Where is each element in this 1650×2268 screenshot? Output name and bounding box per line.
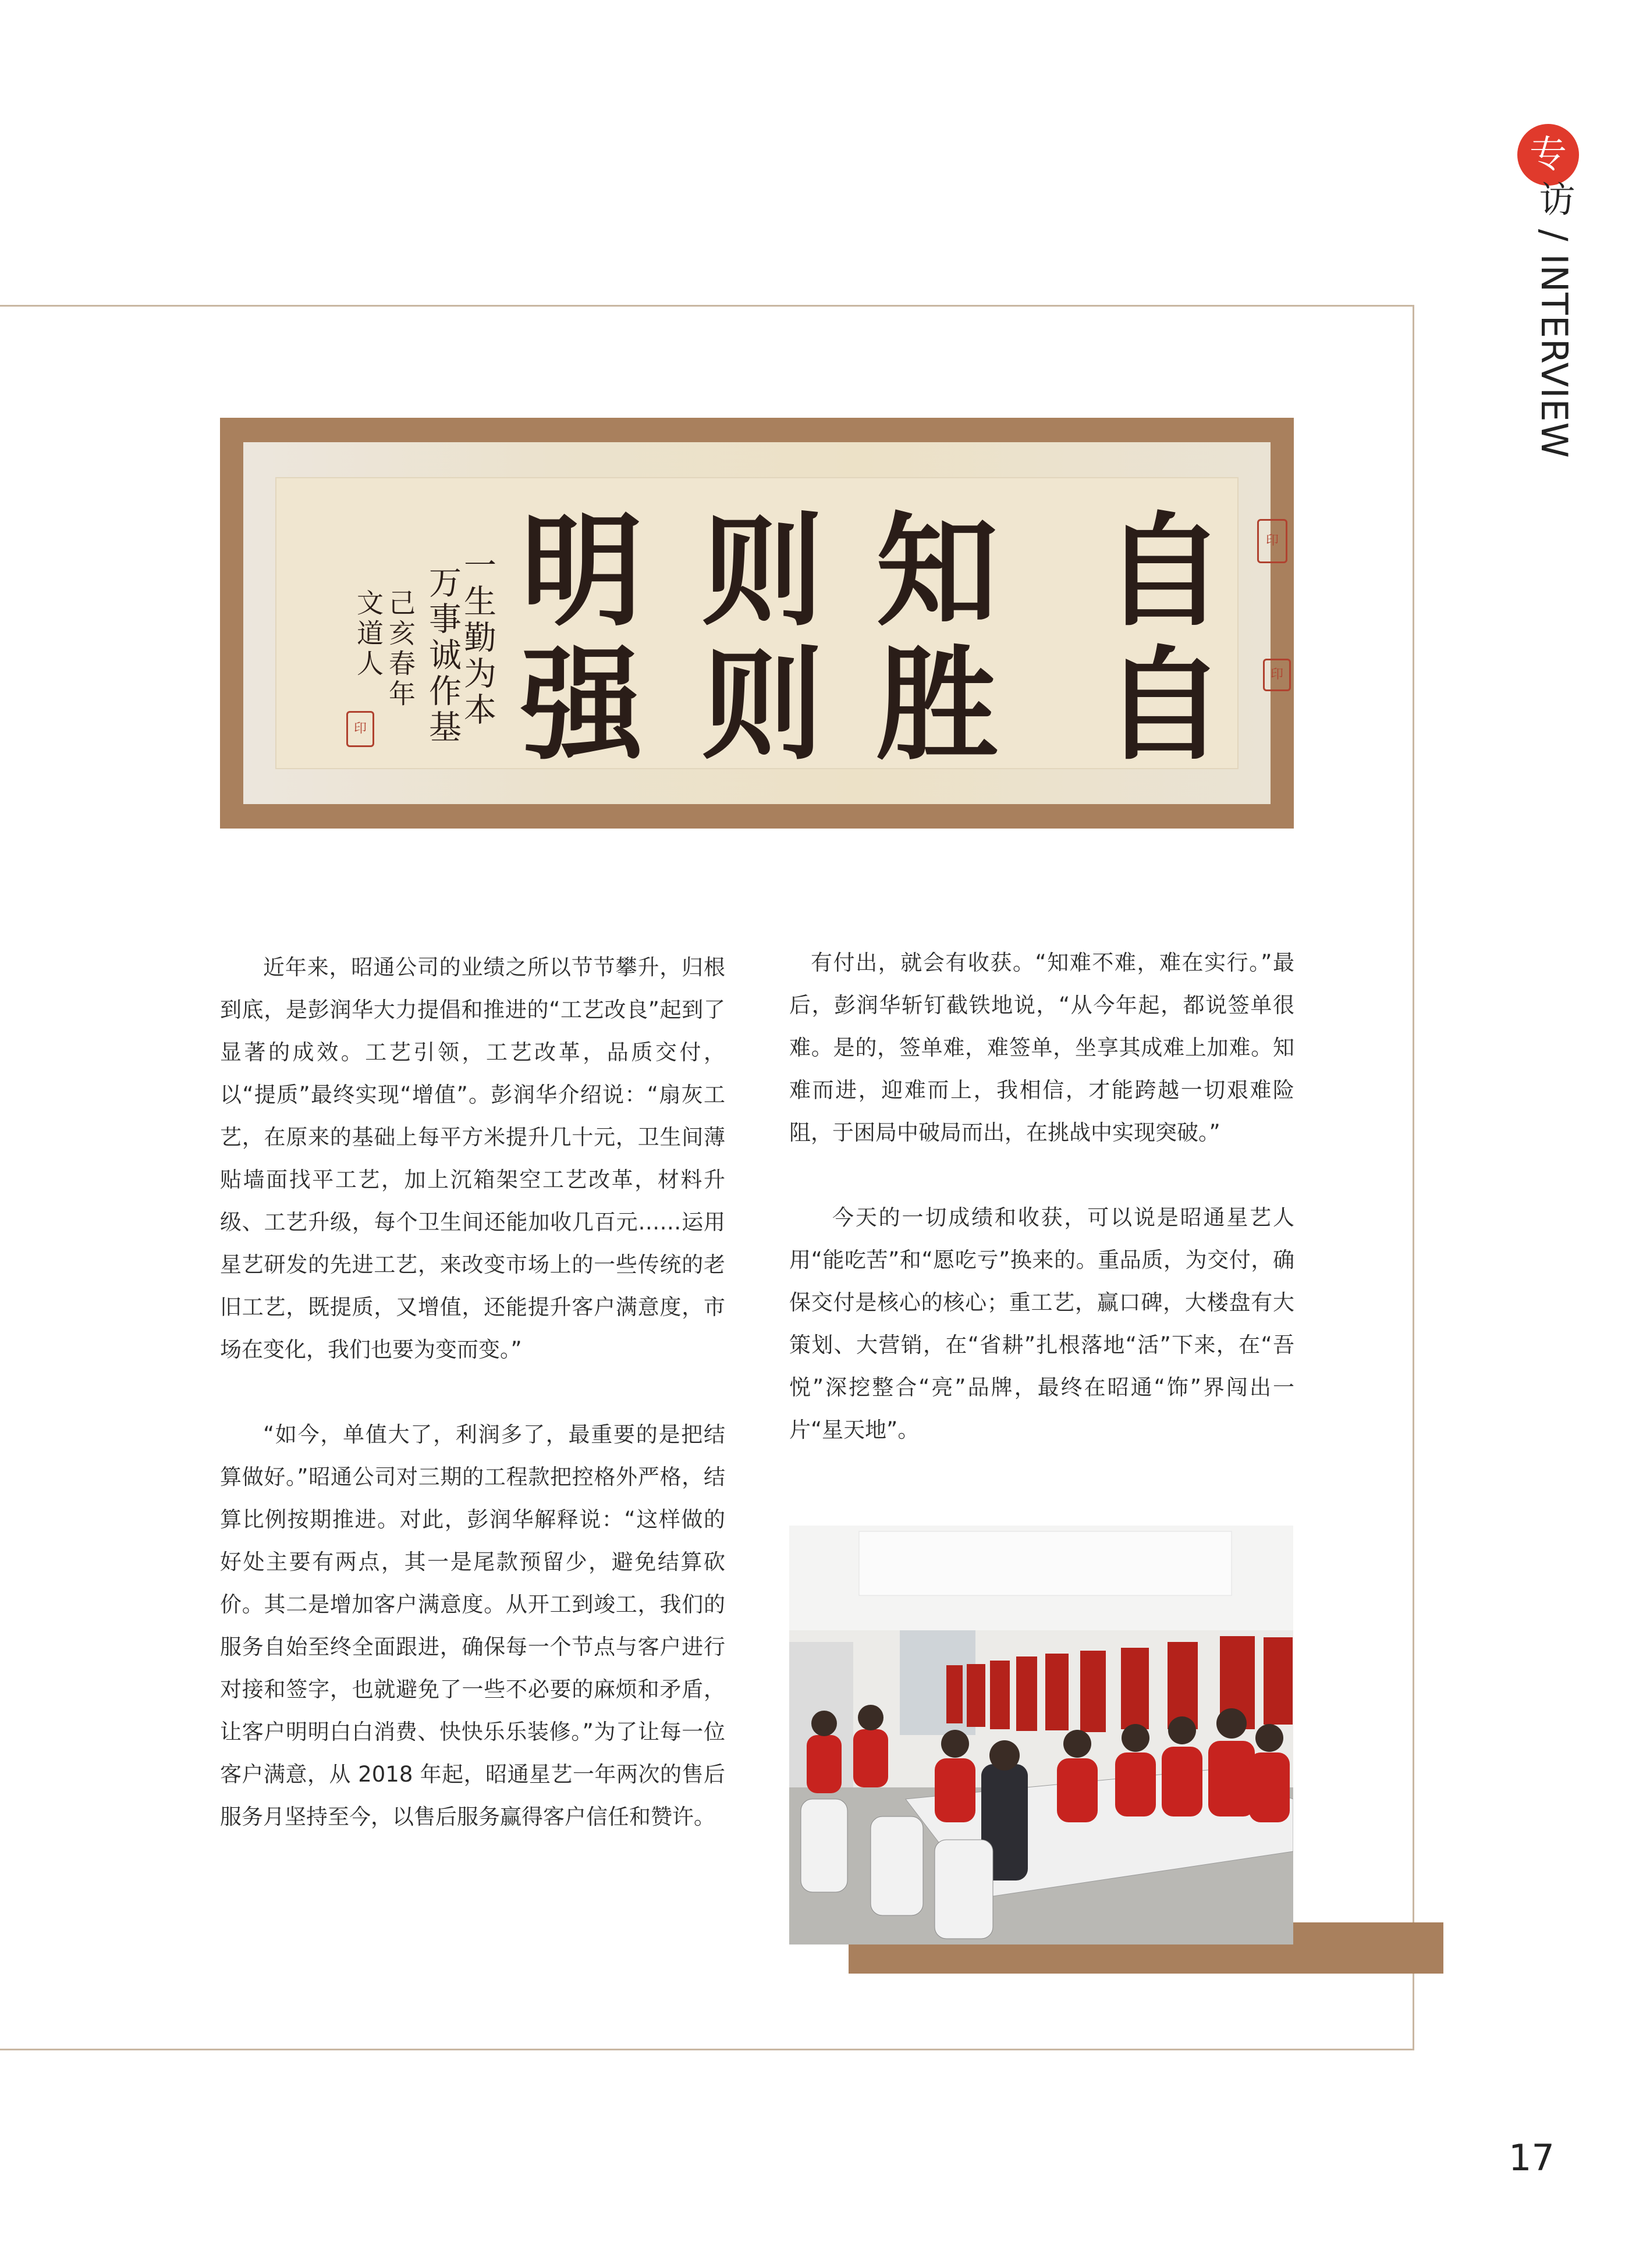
page-number: 17 [1509, 2137, 1555, 2179]
seal-stamp: 印 [346, 711, 374, 747]
inscription-line: 万事诚作基 [424, 566, 462, 746]
calligraphy-artwork [220, 418, 1294, 829]
seal-stamp: 印 [1257, 519, 1287, 563]
inscription-line: 文道人 [353, 589, 384, 680]
calligraphy-char: 明 [521, 499, 644, 643]
calligraphy-inner-panel [275, 477, 1283, 777]
article-right-column [789, 941, 1294, 1451]
calligraphy-char: 自 [1103, 633, 1226, 777]
paragraph: 近年来，昭通公司的业绩之所以节节攀升，归根到底，是彭润华大力提倡和推进的“工艺改良”起到了显著的成效。工艺引领，工艺改革，品质交付，以“提质”最终实现“增值”。彭润华介绍说：“扇灰工艺，在原来的基础上每平方米提升几十元，卫生间薄贴墙面找平工艺，加上沉箱架空工艺改革，材料升级、工艺升级，每个卫生间还能加收几百元……运用星艺研发的先进工艺，来改变市场上的一些传统的老旧工艺，既提质，又增值，还能提升客户满意度，市场在变化，我们也要为变而变。” [220, 955, 725, 1362]
paragraph: 今天的一切成绩和收获，可以说是昭通星艺人用“能吃苦”和“愿吃亏”换来的。重品质，为交付，确保交付是核心的核心；重工艺，赢口碑，大楼盘有大策划、大营销，在“省耕”扎根落地“活”下来，在“吾悦”深挖整合“亮”品牌，最终在昭通“饰”界闯出一片“星天地”。 [789, 1205, 1294, 1442]
calligraphy-char: 则 [701, 499, 824, 643]
paragraph: 有付出，就会有收获。“知难不难，难在实行。”最后，彭润华斩钉截铁地说，“从今年起，都说签单很难。是的，签单难，难签单，坐享其成难上加难。知难而进，迎难而上，我相信，才能跨越一切艰难险阻，于困局中破局而出，在挑战中实现突破。” [789, 950, 1294, 1145]
calligraphy-char: 胜 [876, 633, 999, 777]
calligraphy-paper [243, 442, 1283, 804]
article-left-column [220, 946, 725, 1838]
inscription-line: 己亥春年 [385, 589, 416, 710]
calligraphy-char: 自 [1103, 499, 1226, 643]
calligraphy-char: 知 [876, 499, 999, 643]
calligraphy-char: 强 [521, 633, 644, 777]
calligraphy-char: 则 [701, 633, 824, 777]
paragraph: “如今，单值大了，利润多了，最重要的是把结算做好。”昭通公司对三期的工程款把控格外严格，结算比例按期推进。对此，彭润华解释说：“这样做的好处主要有两点，其一是尾款预留少，避免结算砍价。其二是增加客户满意度。从开工到竣工，我们的服务自始至终全面跟进，确保每一个节点与客户进行对接和签字，也就避免了一些不必要的麻烦和矛盾，让客户明明白白消费、快快乐乐装修。”为了让每一位客户满意，从 2018 年起，昭通星艺一年两次的售后服务月坚持至今，以售后服务赢得客户信任和赞许。 [220, 1422, 725, 1829]
inscription-line: 一生勤为本 [459, 548, 496, 728]
meeting-photo [789, 1526, 1293, 1944]
meeting-room-illustration [789, 1526, 1293, 1944]
section-tag-label: 访 / INTERVIEW [1533, 180, 1576, 458]
seal-stamp: 印 [1263, 659, 1291, 691]
section-tag-circle: 专 [1517, 124, 1579, 186]
